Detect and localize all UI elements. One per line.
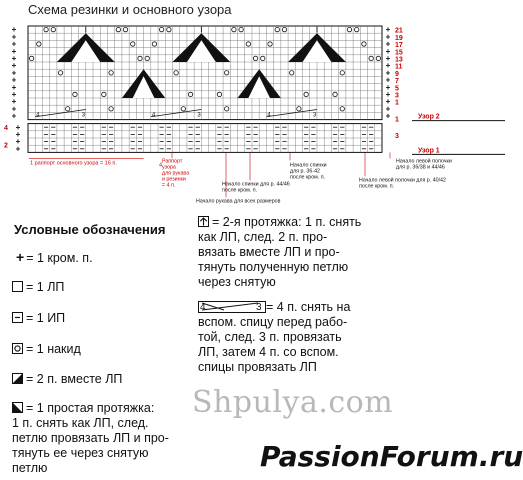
edge-plus: + <box>11 46 17 56</box>
note-all-sizes: Начало рукава для всех размеров <box>196 198 281 205</box>
left-number: 2 <box>4 142 8 150</box>
row-number: 3 <box>395 133 399 140</box>
row-number: 5 <box>395 85 399 93</box>
note-repeat-sleeve: и резинки <box>162 176 186 183</box>
edge-plus: + <box>385 75 391 85</box>
note-back-36: Начало спинки <box>290 162 327 169</box>
note-repeat-sleeve: Раппорт <box>162 158 183 165</box>
edge-plus: + <box>385 46 391 56</box>
knit-square-icon <box>12 281 23 292</box>
cable-digit: 4 <box>36 112 40 119</box>
plus-icon: + <box>16 249 25 265</box>
row-number: 1 <box>395 99 399 107</box>
ssk-triangle-icon <box>12 402 23 413</box>
cable-digit: 4 <box>267 112 271 119</box>
edge-plus: + <box>385 54 391 63</box>
edge-plus: + <box>385 68 391 78</box>
row-number: 3 <box>395 92 399 100</box>
legend-item-double-decrease: = 2-я протяжка: 1 п. снять как ЛП, след. 2 п. про- вязать вместе ЛП и про- тянуть полученную петлю через снятую <box>198 215 362 289</box>
row-number: 21 <box>395 27 403 35</box>
note-left-front-36: Начало левой полочки <box>396 158 452 165</box>
row-number: 15 <box>395 49 403 57</box>
edge-plus: + <box>385 104 391 114</box>
legend-item-purl: = 1 ИП <box>12 311 65 326</box>
shpulya-watermark: Shpulya.com <box>192 385 394 420</box>
k2tog-triangle-icon <box>12 373 23 384</box>
edge-plus: + <box>11 54 17 63</box>
edge-plus: + <box>11 82 17 92</box>
edge-plus: + <box>11 68 17 78</box>
left-number: 4 <box>4 125 8 133</box>
edge-plus: + <box>11 61 17 71</box>
edge-plus: + <box>11 111 17 121</box>
note-repeat-sleeve: узора <box>162 164 176 171</box>
legend-item-knit: = 1 ЛП <box>12 280 64 295</box>
note-left-front-36: для р. 36/38 и 44/46 <box>396 164 445 171</box>
passionforum-watermark: PassionForum.ru <box>260 440 523 473</box>
double-decrease-arrow-icon <box>198 216 209 227</box>
row-number: 9 <box>395 70 399 78</box>
edge-plus: + <box>385 97 391 107</box>
legend-item-ssk: = 1 простая протяжка: 1 п. снять как ЛП, след. петлю провязать ЛП и про- тянуть ее через снятую петлю <box>12 401 169 475</box>
legend-item-yarnover: = 1 накид <box>12 342 81 357</box>
cable-digit: 3 <box>81 112 86 119</box>
legend-item-cable: 4 3 = 4 п. снять на вспом. спицу перед рабо- той, след. 3 п. провязать ЛП, затем 4 п. со вспом. спицы провязать ЛП <box>198 300 351 374</box>
note-back-36: для р. 36-42 <box>290 168 320 175</box>
note-repeat-sleeve: = 4 п. <box>162 182 176 189</box>
row-number: 1 <box>395 116 399 124</box>
uzor2-label: Узор 2 <box>418 113 440 121</box>
row-number: 17 <box>395 42 403 50</box>
purl-dash-icon <box>12 312 23 323</box>
row-number: 19 <box>395 34 403 42</box>
cable-cross-icon: 4 3 <box>198 301 266 313</box>
edge-plus: + <box>15 130 21 139</box>
cable-digit: 3 <box>197 112 201 119</box>
edge-plus: + <box>385 90 391 99</box>
edge-plus: + <box>385 32 391 42</box>
note-repeat-sleeve: для рукава <box>162 170 190 177</box>
chart-title: Схема резинки и основного узора <box>28 2 232 17</box>
cable-digit: 4 <box>151 112 156 119</box>
row-number: 11 <box>395 63 403 71</box>
edge-plus: + <box>15 122 21 132</box>
edge-plus: + <box>385 111 391 121</box>
legend-item-edge: + = 1 кром. п. <box>16 249 93 265</box>
edge-plus: + <box>11 75 17 85</box>
edge-plus: + <box>11 97 17 107</box>
edge-plus: + <box>11 104 17 114</box>
note-back-44: после кром. п. <box>222 187 258 194</box>
note-back-44: Начало спинки для р. 44/46 <box>222 181 290 188</box>
edge-plus: + <box>11 25 17 35</box>
edge-plus: + <box>11 90 17 99</box>
yarnover-circle-icon <box>12 343 23 354</box>
legend-heading: Условные обозначения <box>14 222 166 237</box>
edge-plus: + <box>15 144 21 154</box>
edge-plus: + <box>11 39 17 49</box>
cable-digit: 3 <box>312 112 317 119</box>
edge-plus: + <box>15 137 21 147</box>
edge-plus: + <box>11 32 17 42</box>
legend-item-k2tog: = 2 п. вместе ЛП <box>12 372 122 387</box>
edge-plus: + <box>385 61 391 71</box>
note-back-36: после кром. п. <box>290 174 326 181</box>
arrow-label: 4 <box>159 162 163 169</box>
edge-plus: + <box>385 82 391 92</box>
uzor1-label: Узор 1 <box>418 147 440 155</box>
knitting-chart <box>0 18 505 205</box>
edge-plus: + <box>385 25 391 35</box>
note-left-front-40: Начало левой полочки для р. 40/42 <box>359 177 446 184</box>
row-number: 7 <box>395 78 399 86</box>
note-repeat-main: 1 раппорт основного узора = 16 п. <box>30 160 117 167</box>
edge-plus: + <box>385 39 391 49</box>
note-left-front-40: после кром. п. <box>359 183 395 190</box>
row-number: 13 <box>395 56 403 64</box>
